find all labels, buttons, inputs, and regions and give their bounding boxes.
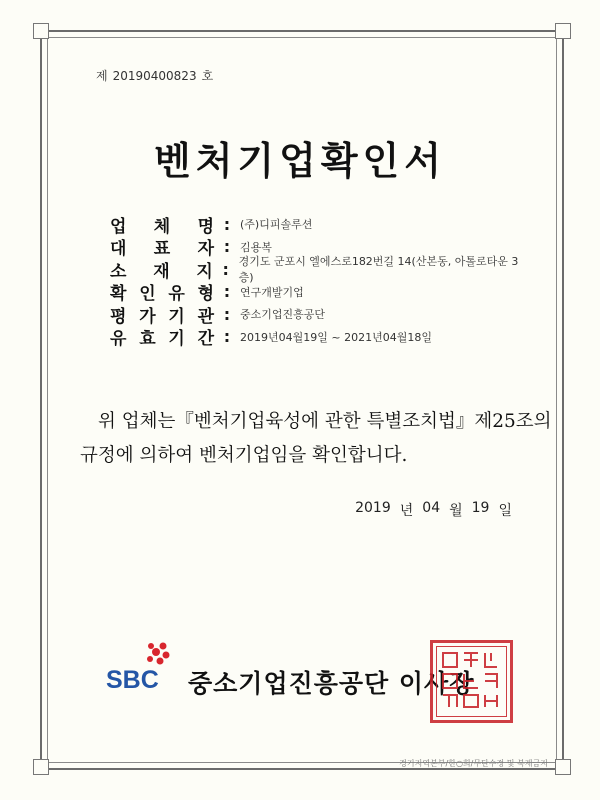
field-label-char: 유 [110,329,127,350]
field-label-char: 기 [168,306,185,327]
issue-date [355,500,512,520]
document-number [96,67,213,84]
field-label-char: 가 [139,306,156,327]
confirmation-line-2: 규정에 의하여 벤처기업임을 확인합니다. [80,445,408,466]
field-value: 2019년04월19일 ~ 2021년04월18일 [240,330,432,344]
date-month-unit: 월 [449,503,463,519]
page-title: 벤처기업확인서 [154,138,446,183]
confirmation-text [80,405,552,473]
field-label-char: 지 [196,261,213,282]
field-row [110,213,530,236]
field-label-char: 기 [168,329,185,350]
field-label-char: 대 [110,239,127,260]
document-number-value: 20190400823 [112,69,197,83]
field-label-char: 명 [197,216,214,237]
field-value: 중소기업진흥공단 [240,308,326,322]
date-month: 04 [422,500,441,516]
sbc-logo-text: SBC [106,666,159,694]
field-value: 경기도 군포시 엘에스로182번길 14(산본동, 아톨로타운 3층) [238,255,519,285]
field-row [110,255,530,285]
date-year: 2019 [355,500,391,516]
field-colon: : [223,282,231,302]
field-label-char: 유 [168,284,185,305]
field-label-char: 자 [197,239,214,260]
border-corner [555,759,571,775]
field-label [110,257,213,282]
issuer-name: 중소기업진흥공단 이사장 [188,669,475,698]
field-label-char: 확 [110,284,127,305]
field-label-char: 재 [153,261,170,282]
seal-characters [433,643,510,720]
border-corner [33,23,49,39]
field-colon: : [223,214,231,234]
field-label [110,234,214,259]
sbc-logo [106,640,186,700]
field-label-char: 체 [153,216,171,237]
document-number-prefix: 제 [96,69,108,83]
document-number-suffix: 호 [201,69,214,83]
date-year-unit: 년 [399,503,414,519]
field-value: 김용복 [240,240,272,254]
field-row [110,303,530,326]
field-value: 연구개발기업 [240,285,304,299]
field-colon: : [223,304,231,324]
field-label-char: 표 [153,239,171,260]
field-label-char: 효 [139,329,156,350]
date-day-unit: 일 [498,503,512,519]
info-fields [110,213,530,348]
field-colon: : [223,327,231,347]
field-label-char: 평 [110,306,127,327]
official-seal [430,640,513,723]
date-day: 19 [471,500,490,516]
field-colon: : [222,259,229,279]
field-colon: : [223,237,231,257]
field-label-char: 인 [139,284,156,305]
border-corner [555,23,571,39]
field-label-char: 소 [110,261,127,282]
footer-note: 경기지역본부/한○희/무단수정 및 복제금지 [399,759,548,768]
field-label [110,212,214,237]
border-corner [33,759,49,775]
field-label-char: 업 [110,216,127,237]
field-label-char: 간 [197,329,214,350]
field-row [110,326,530,349]
field-label [110,324,214,349]
confirmation-line-1: 위 업체는『벤처기업육성에 관한 특별조치법』제25조의 [98,411,552,432]
field-label [110,302,214,327]
field-label [110,279,214,304]
field-value: (주)디피솔루션 [240,218,313,232]
field-label-char: 형 [197,284,214,305]
field-label-char: 관 [197,306,214,327]
